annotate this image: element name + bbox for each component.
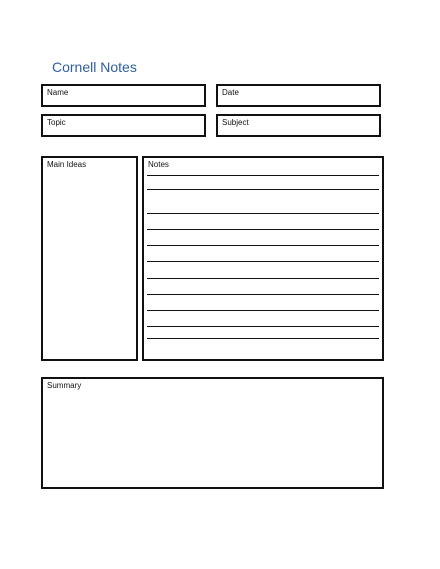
note-line (147, 294, 379, 295)
subject-field-label: Subject (222, 118, 249, 127)
name-field[interactable] (41, 84, 206, 107)
note-line (147, 326, 379, 327)
summary-box[interactable] (41, 377, 384, 489)
note-line (147, 278, 379, 279)
note-line (147, 229, 379, 230)
notes-box[interactable] (142, 156, 384, 361)
date-field[interactable] (216, 84, 381, 107)
summary-label: Summary (47, 381, 82, 390)
notes-label: Notes (148, 160, 169, 169)
main-ideas-label: Main Ideas (47, 160, 87, 169)
note-line (147, 245, 379, 246)
topic-field-label: Topic (47, 118, 66, 127)
page-title: Cornell Notes (52, 59, 137, 75)
note-line (147, 310, 379, 311)
date-field-label: Date (222, 88, 239, 97)
topic-field[interactable] (41, 114, 206, 137)
note-line (147, 338, 379, 339)
note-line (147, 175, 379, 176)
subject-field[interactable] (216, 114, 381, 137)
name-field-label: Name (47, 88, 69, 97)
note-line (147, 189, 379, 190)
note-line (147, 261, 379, 262)
note-line (147, 213, 379, 214)
main-ideas-box[interactable] (41, 156, 138, 361)
